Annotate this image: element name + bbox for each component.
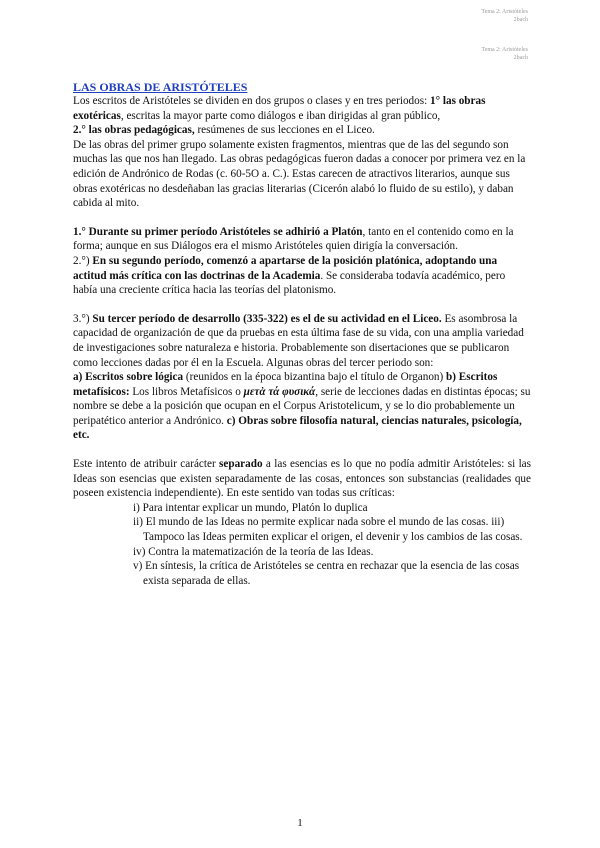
critique-list	[73, 501, 531, 589]
document-body	[73, 80, 531, 588]
intro-text: Los escritos de Aristóteles se dividen en dos grupos o clases y en tres periodos:	[73, 95, 430, 107]
header-line: Tema 2: Aristóteles	[481, 9, 528, 15]
works-a-text: (reunidos en la época bizantina bajo el título de Organon)	[183, 371, 447, 384]
page-header-repeat	[481, 46, 528, 62]
intro-text: resúmenes de sus lecciones en el Liceo.	[194, 124, 375, 137]
intro-bold: 1° las obras exotéricas	[73, 95, 486, 122]
works-a-heading: a) Escritos sobre lógica	[73, 371, 184, 384]
critique-text: a las esencias es lo que no podía admitir Aristóteles: si las Ideas son esencias que existen separadamente de las cosas, entonces son substancias (realidades que poseen existencia independiente). En este sentido van todas sus críticas:	[73, 458, 531, 500]
period-1-heading: 1.° Durante su primer período Aristóteles se adhirió a Platón	[73, 225, 363, 238]
period-3-heading: Su tercer período de desarrollo (335-322) es el de su actividad en el Liceo.	[89, 312, 442, 325]
intro-text: , escritas la mayor parte como diálogos e iban dirigidas al gran público,	[120, 109, 441, 122]
works-c-heading: c) Obras sobre filosofía natural, ciencias naturales, psicología, etc.	[73, 414, 522, 442]
critique-bold: separado	[219, 458, 263, 471]
list-item: iv) Contra la matematización de la teoría de las Ideas.	[133, 545, 374, 558]
period-1-paragraph	[73, 225, 531, 254]
header-line: 2bach	[513, 55, 528, 61]
period-2-paragraph	[73, 254, 531, 298]
period-2-text: . Se consideraba todavía académico, pero había una creciente crítica hacia las teorías del platonismo.	[73, 269, 506, 297]
works-b-text: , serie de lecciones dadas en distintas épocas; su nombre se debe a la posición que ocupan en el Corpus Aristotelicum, y se lo dio probablemente un peripatético anterior a Andrónico.	[73, 385, 531, 427]
intro-bold: 2.° las obras pedagógicas,	[73, 124, 195, 137]
intro-paragraph: De las obras del primer grupo solamente existen fragmentos, mientras que de las del segundo son muchas las que nos han llegado. Las obras pedagógicas fueron dadas a conocer por primera vez en la edición de Andrónico de Rodas (c. 60-5O a. C.). Estas carecen de atractivos literarios, aunque sus obras exotéricas no desdeñaban las gracias literarias (Cicerón alabó lo fluido de su estilo), y daban cabida al mito.	[73, 138, 526, 210]
page-number: 1	[297, 817, 303, 829]
period-3-number: 3.°)	[73, 312, 90, 325]
period-3-paragraph	[73, 312, 531, 370]
period-2-number: 2.°)	[73, 254, 90, 267]
header-line: 2bach	[513, 17, 528, 23]
works-paragraph	[73, 370, 531, 443]
works-b-text: Los libros Metafísicos o	[129, 385, 244, 398]
period-3-text: Es asombrosa la capacidad de organización de que da pruebas en esta última fase de su vida, con una amplia variedad de investigaciones sobre naturaleza e historia. Probablemente son disertaciones que se publicaron como lecciones dadas por él en la Escuela. Algunas obras del tercer periodo son:	[73, 312, 524, 369]
list-item: i) Para intentar explicar un mundo, Platón lo duplica	[133, 501, 368, 514]
list-item: v) En síntesis, la crítica de Aristóteles se centra en rechazar que la esencia de las cosas exista separada de ellas.	[133, 560, 520, 587]
document-title: LAS OBRAS DE ARISTÓTELES	[73, 80, 248, 94]
critique-text: Este intento de atribuir carácter	[73, 458, 220, 471]
page-header	[481, 8, 528, 24]
critique-paragraph	[73, 457, 531, 501]
header-line: Tema 2: Aristóteles	[481, 47, 528, 53]
intro-paragraph	[73, 94, 531, 123]
works-b-heading: b) Escritos metafísicos:	[73, 371, 498, 398]
list-item: ii) El mundo de las Ideas no permite explicar nada sobre el mundo de las cosas. iii) Tampoco las Ideas permiten explicar el origen, el devenir y los cambios de las cosas.	[133, 516, 523, 544]
greek-term: μετὰ τά φυσικά	[243, 385, 316, 398]
period-2-heading: En su segundo período, comenzó a apartarse de la posición platónica, adoptando una actitud más crítica con las doctrinas de la Academia	[73, 254, 498, 282]
intro-paragraph	[73, 123, 531, 138]
period-1-text: , tanto en el contenido como en la forma; aunque en sus Diálogos era el mismo Aristóteles quien dirigía la conversación.	[73, 225, 514, 253]
